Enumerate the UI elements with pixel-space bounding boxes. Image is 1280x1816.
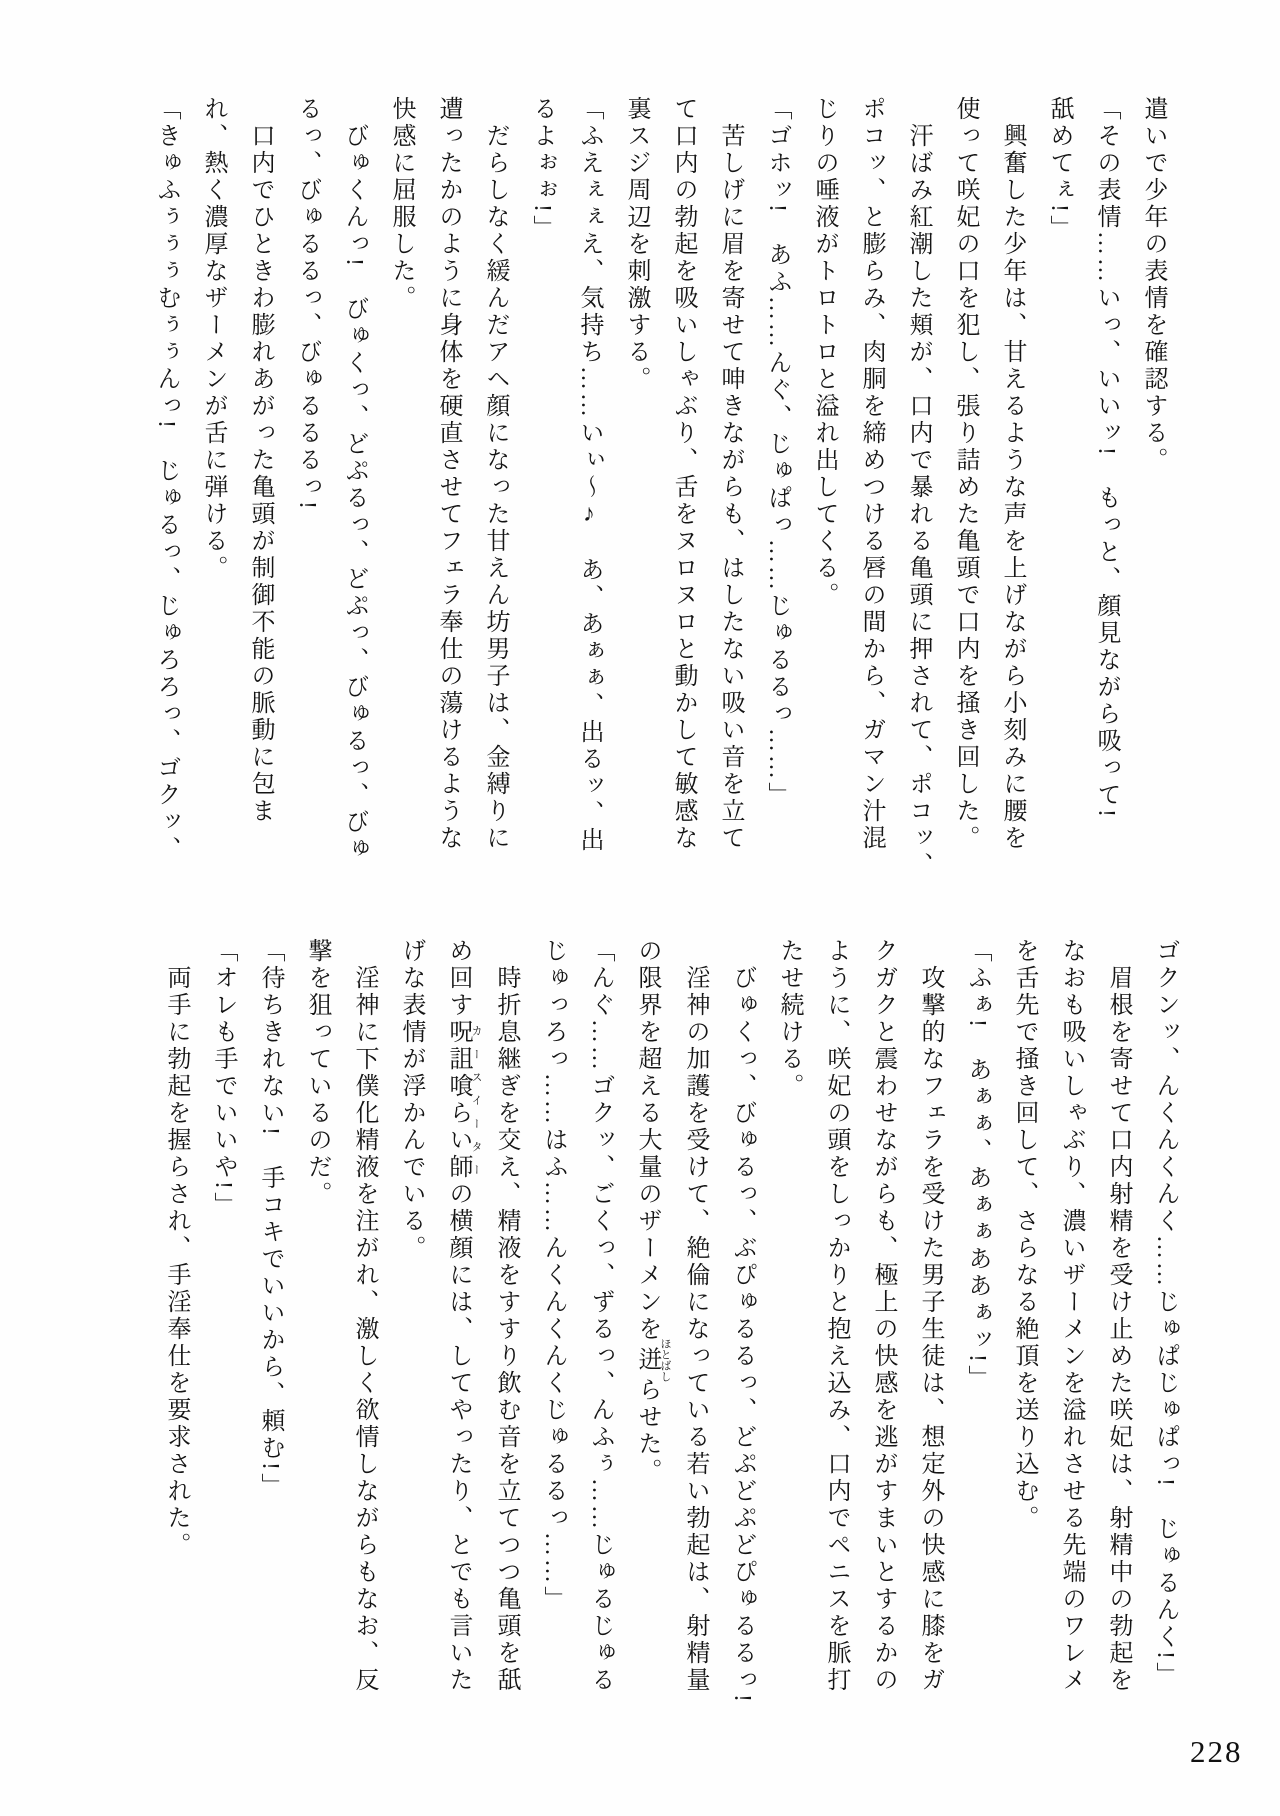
- text-line: 「ふぁ! あぁぁ、あぁぁああぁッ!」: [964, 938, 990, 1392]
- text-line: 裏スジ周辺を刺激する。: [623, 96, 649, 393]
- text-line: ポコッ、と膨らみ、肉胴を締めつける唇の間から、ガマン汁混: [858, 96, 884, 852]
- text-line: クガクと震わせながらも、極上の快感を逃がすまいとするかの: [870, 938, 896, 1694]
- text-line: ように、咲妃の頭をしっかりと抱え込み、口内でペニスを脈打: [823, 938, 849, 1694]
- text-line: じりの唾液がトロトロと溢れ出してくる。: [811, 96, 837, 609]
- text-line: 汗ばみ紅潮した頬が、口内で暴れる亀頭に押されて、ポコッ、: [905, 123, 931, 879]
- text-line: 両手に勃起を握らされ、手淫奉仕を要求された。: [163, 965, 189, 1559]
- text-line: 「待ちきれない! 手コキでいいから、頼む!」: [257, 938, 283, 1500]
- text-line: びゅくっ、びゅるっ、ぶぴゅるるっ、どぷどぷどぴゅるるっ!: [729, 965, 755, 1705]
- ruby-annotated-text: 呪詛喰らい師 カースイーター: [445, 1019, 482, 1181]
- text-line: たせ続ける。: [776, 938, 802, 1100]
- text-line: 「ふえぇぇえ、気持ち……いぃ〜♪ あ、あぁぁ、出るッ、出: [576, 96, 602, 854]
- top-text-block: [136, 96, 1176, 888]
- text-line: ゴクンッ、んくんくんく……じゅぱじゅぱっ! じゅるんく!」: [1152, 938, 1178, 1689]
- text-line: 快感に屈服した。: [388, 96, 414, 312]
- text-line: 淫神に下僕化精液を注がれ、激しく欲情しながらもなお、反: [351, 965, 377, 1694]
- text-line: 遣いで少年の表情を確認する。: [1140, 96, 1166, 474]
- ruby-annotated-text: 迸 ほとばし: [634, 1338, 671, 1382]
- text-line: 苦しげに眉を寄せて呻きながらも、はしたない吸い音を立て: [717, 123, 743, 852]
- text-line: だらしなく緩んだアヘ顔になった甘えん坊男子は、金縛りに: [482, 123, 508, 852]
- text-line: て口内の勃起を吸いしゃぶり、舌をヌロヌロと動かして敏感な: [670, 96, 696, 852]
- text-line: じゅっろっ……はふ……んくんくんくじゅるるっ……」: [540, 938, 566, 1613]
- page-number: 228: [1190, 1734, 1243, 1769]
- text-line: 口内でひときわ膨れあがった亀頭が制御不能の脈動に包ま: [247, 123, 273, 825]
- text-line: 「んぐ……ゴクッ、ごくっ、ずるっ、んふぅ……じゅるじゅる: [587, 938, 613, 1694]
- text-line: 「その表情……いっ、いいッ! もっと、顔見ながら吸って!: [1093, 96, 1119, 820]
- text-line: なおも吸いしゃぶり、濃いザーメンを溢れさせる先端のワレメ: [1058, 938, 1084, 1694]
- text-line: 「きゅふぅぅぅむぅぅんっ! じゅるっ、じゅろろっ、ゴクッ、: [153, 96, 179, 863]
- text-line: るよぉぉ!」: [529, 96, 555, 242]
- text-line: 使って咲妃の口を犯し、張り詰めた亀頭で口内を掻き回した。: [952, 96, 978, 852]
- text-line: びゅくんっ! びゅくっ、どぷるっ、どぷっ、びゅるっ、びゅ: [341, 123, 367, 863]
- text-line: 興奮した少年は、甘えるような声を上げながら小刻みに腰を: [999, 123, 1025, 852]
- text-line: 「オレも手でいいや!」: [210, 938, 236, 1219]
- text-line: るっ、びゅるるっ、びゅるるるっ!: [294, 96, 320, 512]
- text-line: れ、熱く濃厚なザーメンが舌に弾ける。: [200, 96, 226, 582]
- text-line: 舐めてぇ!」: [1046, 96, 1072, 242]
- text-line: 眉根を寄せて口内射精を受け止めた咲妃は、射精中の勃起を: [1105, 965, 1131, 1694]
- text-line: 撃を狙っているのだ。: [304, 938, 330, 1208]
- text-line: の限界を超える大量のザーメンを迸 ほとばしらせた。: [634, 938, 671, 1485]
- text-line: 攻撃的なフェラを受けた男子生徒は、想定外の快感に膝をガ: [917, 965, 943, 1694]
- text-line: 淫神の加護を受けて、絶倫になっている若い勃起は、射精量: [682, 965, 708, 1694]
- text-line: 「ゴホッ! あふ……んぐ、じゅぱっ……じゅるるっ……」: [764, 96, 790, 809]
- text-line: を舌先で掻き回して、さらなる絶頂を送り込む。: [1011, 938, 1037, 1532]
- text-line: げな表情が浮かんでいる。: [398, 938, 424, 1262]
- text-line: め回す呪詛喰らい師 カースイーターの横顔には、してやったり、とでも言いた: [445, 938, 482, 1694]
- text-line: 遭ったかのように身体を硬直させてフェラ奉仕の蕩けるような: [435, 96, 461, 852]
- text-line: 時折息継ぎを交え、精液をすすり飲む音を立てつつ亀頭を舐: [493, 965, 519, 1694]
- bottom-text-block: [146, 938, 1188, 1730]
